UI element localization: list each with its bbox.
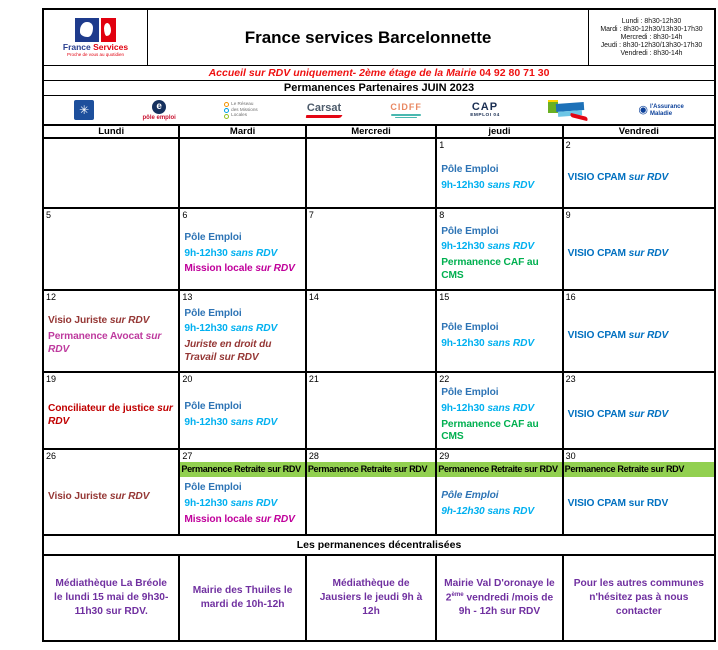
cap-emploi-sublabel: EMPLOI 04	[470, 112, 500, 118]
cidff-underline2-icon	[395, 117, 417, 118]
calendar-entry: Pôle Emploi	[441, 387, 499, 398]
am-line: Maladie	[650, 110, 673, 117]
cell-entries	[564, 221, 714, 289]
calendar-entry: VISIO CPAM sur RDV	[567, 409, 669, 421]
missions-locales-rings-icon	[224, 102, 229, 119]
cell-entries	[437, 303, 561, 371]
cap-emploi-label: CAP	[471, 100, 499, 113]
assurance-maladie-label	[650, 104, 684, 117]
cell-entries	[564, 385, 714, 448]
pole-emploi-logo	[142, 100, 175, 121]
calendar-entry: Mission locale sur RDV	[184, 513, 295, 525]
month-title: Permanences Partenaires JUIN 2023	[44, 81, 714, 96]
calendar-entry: Conciliateur de justice sur RDV	[48, 402, 173, 427]
assurance-maladie-logo	[638, 104, 683, 117]
cell-entries	[307, 151, 435, 207]
carsat-logo	[306, 103, 342, 118]
day-number: 13	[182, 292, 193, 302]
decentralized-cell-text: Médiathèque de Jausiers le jeudi 9h à 12h	[319, 578, 423, 617]
calendar-entry: 9h-12h30 sans RDV	[441, 506, 535, 517]
colorful-red-swoosh-icon	[570, 113, 588, 121]
partner-logos-strip	[44, 96, 714, 126]
day-number: 19	[46, 374, 57, 384]
cell-entries	[437, 151, 561, 207]
cell-entries	[564, 151, 714, 207]
ml-line: Locales	[231, 112, 247, 118]
day-cell	[437, 373, 563, 448]
calendar-entry: Permanence CAF au CMS	[441, 257, 539, 281]
calendar-entry: Pôle Emploi	[441, 321, 499, 333]
decentralized-cell	[307, 556, 437, 640]
day-cell	[437, 209, 563, 289]
day-cell	[564, 373, 714, 448]
am-line: l'Assurance	[650, 103, 684, 110]
ml-line: des Missions	[231, 106, 258, 112]
calendar-entry: Permanence CAF au CMS	[441, 418, 539, 443]
decentralized-cell-text: Mairie des Thuiles le mardi de 10h-12h	[192, 585, 293, 610]
day-cell	[44, 139, 180, 207]
schedule-sheet	[42, 8, 716, 642]
france-services-logo	[44, 10, 148, 65]
pole-emploi-label: pôle emploi	[142, 114, 176, 121]
cidff-label: CIDFF	[390, 101, 422, 112]
cap-emploi-logo	[470, 102, 500, 119]
calendar-entry: Juriste en droit du Travail sur RDV	[184, 339, 272, 363]
hours-line: Mercredi : 8h30-14h	[620, 34, 683, 41]
brand-services: Services	[93, 42, 129, 52]
missions-locales-label	[231, 102, 258, 118]
calendar-entry: Pôle Emploi	[441, 490, 499, 502]
day-cell	[44, 291, 180, 371]
decentralized-cell-text: Pour les autres communes n'hésitez pas à nous contacter	[573, 578, 704, 617]
cell-entries	[180, 151, 304, 207]
calendar-entry: Visio Juriste sur RDV	[48, 490, 150, 502]
day-header-mardi: Mardi	[180, 126, 306, 138]
cell-entries	[437, 221, 561, 289]
day-cell	[44, 373, 180, 448]
ml-line: Le Réseau	[231, 101, 254, 107]
cell-entries	[180, 303, 304, 371]
calendar-entry: 9h-12h30 sans RDV	[441, 241, 535, 253]
decentralized-cell	[44, 556, 180, 640]
notice-text: Accueil sur RDV uniquement- 2ème étage de la Mairie	[208, 67, 477, 79]
day-cell	[180, 209, 306, 289]
pole-emploi-icon: e	[152, 100, 166, 114]
calendar-entry: 9h-12h30 sans RDV	[184, 323, 278, 335]
calendar-entry: 9h-12h30 sans RDV	[441, 402, 535, 414]
page-title: France services Barcelonnette	[244, 27, 492, 47]
assurance-maladie-icon: ◉	[638, 103, 649, 116]
decentralized-cell	[180, 556, 306, 640]
cell-entries	[307, 477, 435, 534]
carsat-label: Carsat	[306, 101, 342, 114]
calendar-entry: Pôle Emploi	[184, 482, 242, 494]
day-header-mercredi: Mercredi	[307, 126, 437, 138]
caf-icon	[74, 100, 94, 120]
notice-phone: 04 92 80 71 30	[476, 67, 550, 79]
cell-entries	[307, 303, 435, 371]
calendar-entry: 9h-12h30 sans RDV	[184, 417, 278, 428]
week-row	[44, 291, 714, 373]
day-cell	[564, 139, 714, 207]
calendar-entry: Pôle Emploi	[184, 401, 242, 413]
calendar-entry: Visio Juriste sur RDV	[48, 315, 150, 327]
cidff-logo	[390, 103, 422, 118]
day-cell	[180, 373, 306, 448]
day-header-lundi: Lundi	[44, 126, 180, 138]
day-cell	[180, 450, 306, 534]
day-number: 22	[439, 374, 450, 384]
day-cell	[564, 291, 714, 371]
calendar-entry: VISIO CPAM sur RDV	[567, 498, 669, 510]
calendar-entry: Mission locale sur RDV	[184, 263, 295, 275]
decentralized-cell	[564, 556, 714, 640]
hours-line: Vendredi : 8h30-14h	[620, 50, 683, 57]
missions-locales-logo	[224, 102, 258, 119]
day-number: 27	[182, 451, 193, 461]
week-row	[44, 373, 714, 450]
rdv-notice	[44, 66, 714, 81]
hours-line: Mardi : 8h30-12h30/13h30-17h30	[600, 26, 703, 33]
cell-entries	[44, 151, 178, 207]
day-number: 12	[46, 292, 57, 302]
day-number: 26	[46, 451, 57, 461]
retraite-highlight-entry: Permanence Retraite sur RDV	[307, 462, 435, 477]
day-number: 20	[182, 374, 193, 384]
cell-entries	[307, 385, 435, 448]
day-cell	[437, 291, 563, 371]
calendar-entry: Pôle Emploi	[184, 307, 242, 319]
day-cell	[564, 209, 714, 289]
week-row	[44, 209, 714, 291]
day-cell	[44, 450, 180, 534]
brand-tagline: Proche de vous au quotidien	[66, 52, 125, 57]
day-number: 5	[46, 210, 52, 220]
calendar-entry: 9h-12h30 sans RDV	[441, 337, 535, 349]
cell-entries	[564, 477, 714, 534]
retraite-highlight-entry: Permanence Retraite sur RDV	[437, 462, 561, 477]
day-number: 30	[565, 451, 576, 461]
cell-entries	[180, 385, 304, 448]
day-number: 9	[565, 210, 571, 220]
decentralized-cell-text: Mairie Val D'oronaye le 2ème vendredi /mois de 9h - 12h sur RDV	[444, 578, 555, 618]
day-cell	[307, 450, 437, 534]
day-cell	[437, 450, 563, 534]
day-cell	[564, 450, 714, 534]
cell-entries	[44, 462, 178, 534]
cell-entries	[437, 385, 561, 448]
day-cell	[180, 139, 306, 207]
cell-entries	[180, 477, 304, 534]
cell-entries	[307, 221, 435, 289]
cell-entries	[44, 303, 178, 371]
hours-line: Lundi : 8h30-12h30	[621, 18, 682, 25]
calendar-entry: VISIO CPAM sur RDV	[567, 171, 669, 183]
calendar-entry: 9h-12h30 sans RDV	[184, 247, 278, 259]
day-number	[180, 139, 304, 151]
france-services-logo-block	[63, 18, 128, 57]
day-number: 15	[439, 292, 450, 302]
partner-logo-colorful	[548, 98, 590, 122]
day-number: 23	[565, 374, 576, 384]
caf-star-glyph: ✳	[79, 103, 90, 117]
calendar-entry: 9h-12h30 sans RDV	[441, 179, 535, 191]
day-number: 6	[182, 210, 188, 220]
carsat-swoosh-icon	[306, 115, 343, 118]
calendar-entry: Pôle Emploi	[441, 163, 499, 175]
day-cell	[437, 139, 563, 207]
day-number: 14	[308, 292, 319, 302]
day-number: 7	[308, 210, 314, 220]
day-number: 28	[308, 451, 319, 461]
decentralized-cell	[437, 556, 563, 640]
marianne-flag-icon	[75, 18, 116, 42]
day-number: 1	[439, 140, 445, 150]
cell-entries	[564, 303, 714, 371]
calendar-entry: VISIO CPAM sur RDV	[567, 329, 669, 341]
day-number: 16	[565, 292, 576, 302]
brand-france: France	[62, 42, 91, 52]
cell-entries	[44, 385, 178, 448]
day-cell	[180, 291, 306, 371]
cell-entries	[180, 221, 304, 289]
cell-entries	[437, 477, 561, 534]
brand-name	[63, 43, 128, 52]
cidff-underline-icon	[391, 114, 421, 116]
caf-logo	[74, 100, 94, 120]
day-header-vendredi: Vendredi	[618, 126, 659, 137]
calendar-entry: Permanence Avocat sur RDV	[48, 331, 162, 355]
day-number: 8	[439, 210, 445, 220]
day-cell	[44, 209, 180, 289]
calendar-entry: 9h-12h30 sans RDV	[184, 498, 278, 510]
calendar-weeks	[44, 139, 714, 536]
day-number: 2	[565, 140, 571, 150]
calendar-entry: Pôle Emploi	[441, 225, 499, 237]
hours-line: Jeudi : 8h30-12h30/13h30-17h30	[600, 42, 703, 49]
top-header	[44, 10, 714, 66]
retraite-highlight-entry: Permanence Retraite sur RDV	[564, 462, 714, 477]
decentralized-cell-text: Médiathèque La Bréole le lundi 15 mai de 9h30-11h30 sur RDV.	[54, 578, 169, 617]
week-row	[44, 450, 714, 536]
day-header-row	[44, 126, 714, 139]
day-cell	[307, 373, 437, 448]
day-cell	[307, 209, 437, 289]
day-cell	[307, 291, 437, 371]
day-number: 29	[439, 451, 450, 461]
week-row	[44, 139, 714, 209]
day-cell	[307, 139, 437, 207]
opening-hours	[588, 10, 714, 65]
calendar-entry: Pôle Emploi	[184, 231, 242, 243]
cell-entries	[44, 221, 178, 289]
flag-blue-panel	[75, 18, 99, 42]
day-number	[44, 139, 178, 151]
day-number: 21	[308, 374, 319, 384]
decentralized-title: Les permanences décentralisées	[44, 536, 714, 556]
decentralized-row	[44, 556, 714, 640]
calendar-entry: VISIO CPAM sur RDV	[567, 247, 669, 259]
day-header-jeudi: jeudi	[437, 126, 563, 138]
flag-red-panel	[101, 18, 116, 42]
day-number	[307, 139, 435, 151]
retraite-highlight-entry: Permanence Retraite sur RDV	[180, 462, 304, 477]
